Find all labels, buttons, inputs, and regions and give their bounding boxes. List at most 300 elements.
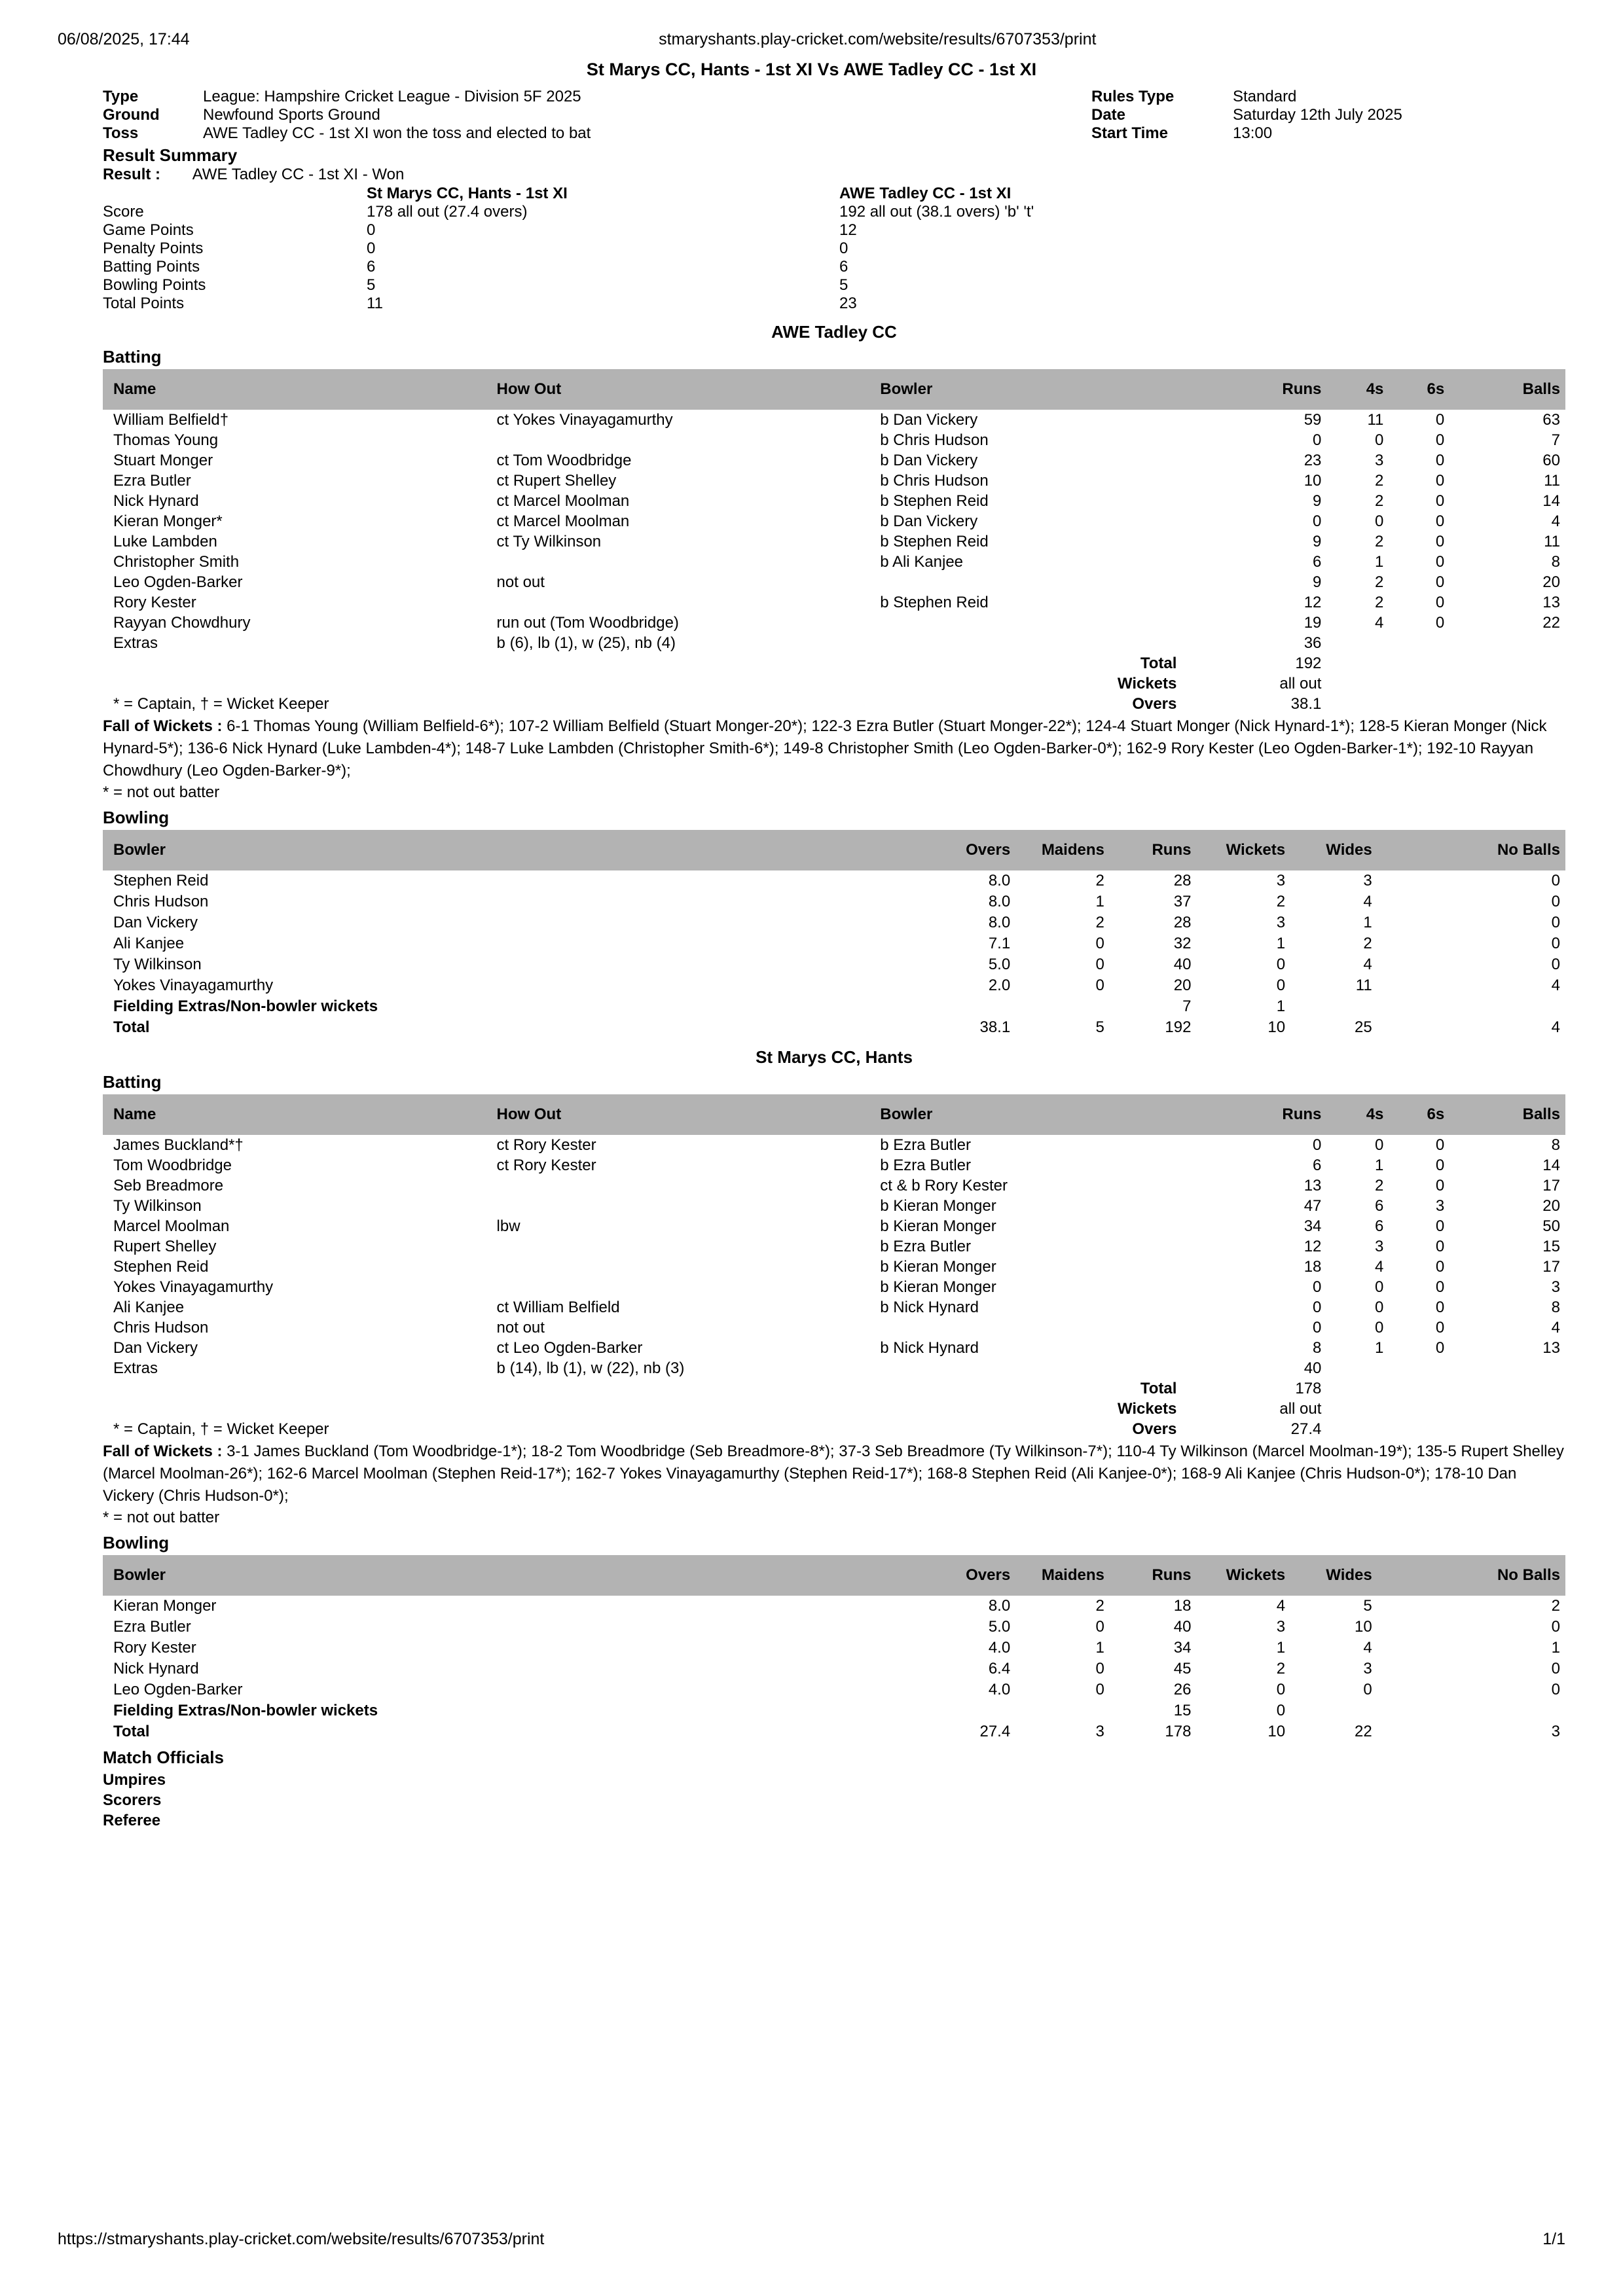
- cell-runs: 47: [1304, 1197, 1322, 1215]
- col-header-4s: 4s: [1321, 369, 1383, 410]
- total-maidens: 5: [1095, 1018, 1104, 1036]
- total-label: Total: [1140, 655, 1177, 672]
- total-overs: 38.1: [979, 1018, 1011, 1036]
- batting-row: [103, 592, 1565, 613]
- col-header-overs: Overs: [721, 830, 1010, 870]
- spacer-cell: [1444, 673, 1565, 694]
- cell-maidens: 2: [1095, 1597, 1104, 1615]
- cell-balls: 8: [1551, 553, 1560, 571]
- cell-how-out: [497, 552, 881, 572]
- result-summary-table: [103, 185, 1565, 313]
- game-points-label: Game Points: [103, 221, 194, 239]
- umpires-label: Umpires: [103, 1771, 166, 1789]
- batting-row: [103, 1175, 1565, 1196]
- cell-how-out: [497, 1196, 881, 1216]
- cell-wickets: 4: [1276, 1597, 1286, 1615]
- cell-6s: 0: [1435, 1258, 1445, 1276]
- cell-4s: 0: [1375, 1319, 1384, 1336]
- team1-total-points: 11: [367, 295, 383, 312]
- cell-4s: 2: [1375, 472, 1384, 490]
- cell-bowler: [880, 633, 1176, 653]
- team1-header: St Marys CC, Hants - 1st XI: [367, 185, 568, 202]
- cell-batter-name: Rayyan Chowdhury: [113, 614, 251, 632]
- cell-batter-name: Kieran Monger*: [113, 512, 223, 530]
- cell-bowler: b Ezra Butler: [880, 1157, 971, 1174]
- bowling-total-label: Total: [113, 1723, 150, 1740]
- cell-how-out: ct Rupert Shelley: [496, 472, 617, 490]
- batting-row: [103, 1257, 1565, 1277]
- col-header-bowler: Bowler: [103, 1555, 721, 1596]
- spacer-cell: [1372, 1700, 1565, 1721]
- cell-wickets: 2: [1276, 1660, 1286, 1677]
- match-info: [103, 88, 1565, 143]
- cell-bowler: b Nick Hynard: [880, 1339, 979, 1357]
- cell-runs: 19: [1304, 614, 1322, 632]
- batting-row: [103, 1318, 1565, 1338]
- cell-6s: 0: [1435, 1299, 1445, 1316]
- print-datetime: 06/08/2025, 17:44: [58, 30, 190, 48]
- cell-no-balls: 0: [1551, 956, 1560, 973]
- cell-overs: 8.0: [988, 1597, 1011, 1615]
- toss-label: Toss: [103, 124, 139, 142]
- date-value: Saturday 12th July 2025: [1233, 106, 1402, 124]
- cell-balls: 7: [1551, 431, 1560, 449]
- cell-6s: 0: [1435, 452, 1445, 469]
- cell-runs: 0: [1313, 512, 1322, 530]
- cell-batter-name: Thomas Young: [113, 431, 219, 449]
- cell-4s: 4: [1375, 614, 1384, 632]
- bowling-row: [103, 891, 1565, 912]
- innings2-bowling-rows: [103, 1596, 1565, 1700]
- bowling-points-label: Bowling Points: [103, 276, 206, 294]
- spacer-cell: [103, 185, 367, 203]
- bowling-row: [103, 1679, 1565, 1700]
- innings1-batting-rows: [103, 410, 1565, 653]
- cell-4s: 0: [1375, 1136, 1384, 1154]
- col-header-4s: 4s: [1321, 1094, 1383, 1135]
- cell-how-out: [497, 592, 881, 613]
- spacer-cell: [1285, 996, 1372, 1017]
- header-row: [103, 369, 1565, 410]
- innings2-bowling-heading: Bowling: [103, 1533, 170, 1552]
- cell-bowler: b Kieran Monger: [880, 1258, 996, 1276]
- cell-runs: 59: [1304, 411, 1322, 429]
- cell-balls: 11: [1544, 533, 1560, 550]
- start-time-label: Start Time: [1091, 124, 1168, 142]
- innings1-bowling-heading: Bowling: [103, 808, 170, 827]
- spacer-cell: [1383, 1419, 1444, 1439]
- cell-bowler: b Kieran Monger: [880, 1217, 996, 1235]
- spacer-cell: [1010, 996, 1104, 1017]
- cell-maidens: 0: [1095, 1660, 1104, 1677]
- cell-bowler: b Ezra Butler: [880, 1238, 971, 1255]
- overs-label: Overs: [1132, 1420, 1177, 1438]
- cell-bowler-name: Ezra Butler: [113, 1618, 191, 1636]
- innings1-batting-summary: [103, 653, 1565, 714]
- penalty-points-label: Penalty Points: [103, 240, 204, 257]
- cell-runs: 9: [1313, 573, 1322, 591]
- cell-balls: 20: [1542, 573, 1560, 591]
- rules-type-value: Standard: [1233, 88, 1297, 105]
- browser-print-footer: [58, 2230, 1565, 2249]
- col-header-bowler: Bowler: [880, 1094, 1176, 1135]
- total-overs: 27.4: [979, 1723, 1011, 1740]
- total-runs: 178: [1165, 1723, 1192, 1740]
- cell-bowler: b Nick Hynard: [880, 1299, 979, 1316]
- ground-label: Ground: [103, 106, 160, 124]
- cell-4s: 0: [1375, 1278, 1384, 1296]
- team1-penalty-points: 0: [367, 240, 376, 257]
- cell-overs: 8.0: [988, 893, 1011, 910]
- cell-runs: 9: [1313, 533, 1322, 550]
- cell-wickets: 1: [1276, 935, 1286, 952]
- cell-batter-name: Christopher Smith: [113, 553, 240, 571]
- col-header-balls: Balls: [1444, 1094, 1565, 1135]
- cell-runs: 6: [1313, 1157, 1322, 1174]
- cell-batter-name: William Belfield†: [113, 411, 229, 429]
- total-value: 192: [1295, 655, 1322, 672]
- cell-4s: 11: [1367, 411, 1384, 429]
- bowling-row: [103, 870, 1565, 891]
- cell-runs: 28: [1173, 872, 1192, 889]
- cell-overs: 5.0: [988, 956, 1011, 973]
- footer-page-number: 1/1: [1542, 2230, 1565, 2248]
- cell-how-out: not out: [496, 573, 545, 591]
- match-officials-heading: Match Officials: [103, 1748, 224, 1767]
- innings1-batting-table: [103, 369, 1565, 714]
- cell-balls: 3: [1551, 1278, 1560, 1296]
- fall-of-wickets-text: 3-1 James Buckland (Tom Woodbridge-1*); 18-2 Tom Woodbridge (Seb Breadmore-8*); 37-3 Seb Breadmore (Ty Wilkinson-7*); 110-4 Ty Wilkinson (Marcel Moolman-19*); 135-5 Rupert Shelley (Marcel Moolman-26*); 162-6 Marcel Moolman (Stephen Reid-17*); 162-7 Yokes Vinayagamurthy (Stephen Reid-17*); 168-8 Stephen Reid (Ali Kanjee-0*); 168-9 Ali Kanjee (Chris Hudson-0*); 178-10 Dan Vickery (Chris Hudson-0*);: [103, 1443, 1564, 1505]
- total-wides: 22: [1355, 1723, 1372, 1740]
- cell-bowler: b Chris Hudson: [880, 472, 989, 490]
- result-value: AWE Tadley CC - 1st XI - Won: [192, 166, 405, 183]
- innings2-not-out-note: * = not out batter: [103, 1509, 220, 1526]
- cell-maidens: 0: [1095, 1618, 1104, 1636]
- wickets-row: [103, 673, 1565, 694]
- col-header-6s: 6s: [1383, 369, 1444, 410]
- bowling-total-row: [103, 1721, 1565, 1742]
- batting-row: [103, 1155, 1565, 1175]
- cell-how-out: not out: [496, 1319, 545, 1336]
- total-maidens: 3: [1095, 1723, 1104, 1740]
- cell-bowler-name: Yokes Vinayagamurthy: [113, 977, 274, 994]
- cell-runs: 13: [1304, 1177, 1322, 1194]
- date-label: Date: [1091, 106, 1126, 124]
- batting-row: [103, 1297, 1565, 1318]
- cell-6s: 0: [1435, 431, 1445, 449]
- col-header-how-out: How Out: [497, 369, 881, 410]
- batting-row: [103, 552, 1565, 572]
- team2-penalty-points: 0: [839, 240, 848, 257]
- cell-bowler: b Dan Vickery: [880, 452, 978, 469]
- cell-wickets: 1: [1276, 1639, 1286, 1657]
- cell-how-out: ct Marcel Moolman: [496, 512, 630, 530]
- total-runs: 192: [1165, 1018, 1192, 1036]
- cell-no-balls: 0: [1551, 914, 1560, 931]
- cell-6s: 0: [1435, 492, 1445, 510]
- cell-batter-name: Extras: [113, 1359, 158, 1377]
- spacer-cell: [1383, 694, 1444, 714]
- cell-4s: 2: [1375, 1177, 1384, 1194]
- cell-balls: 4: [1551, 1319, 1560, 1336]
- cell-4s: 1: [1375, 553, 1384, 571]
- spacer-cell: [721, 1700, 1010, 1721]
- cell-bowler: b Kieran Monger: [880, 1197, 996, 1215]
- captain-note: * = Captain, † = Wicket Keeper: [113, 1420, 329, 1438]
- total-wickets: 10: [1267, 1018, 1286, 1036]
- result-line: [103, 165, 1565, 185]
- cell-wides: 2: [1363, 935, 1372, 952]
- col-header-balls: Balls: [1444, 369, 1565, 410]
- innings2-batting-rows: [103, 1135, 1565, 1378]
- cell-wickets: 0: [1276, 956, 1286, 973]
- cell-4s: 1: [1375, 1339, 1384, 1357]
- innings2-batting-table: [103, 1094, 1565, 1439]
- cell-overs: 4.0: [988, 1639, 1011, 1657]
- batting-row: [103, 1236, 1565, 1257]
- wickets-row: [103, 1399, 1565, 1419]
- cell-how-out: ct Yokes Vinayagamurthy: [496, 411, 673, 429]
- print-source-url: stmaryshants.play-cricket.com/website/results/6707353/print: [659, 30, 1097, 48]
- header-row: [103, 830, 1565, 870]
- cell-wides: 4: [1363, 956, 1372, 973]
- innings1-bowling-summary: [103, 996, 1565, 1038]
- report-content: [103, 88, 1565, 1831]
- total-row: [103, 1378, 1565, 1399]
- cell-runs: 0: [1313, 1299, 1322, 1316]
- cell-bowler-name: Ali Kanjee: [113, 935, 185, 952]
- cell-balls: 17: [1542, 1177, 1560, 1194]
- cell-runs: 6: [1313, 553, 1322, 571]
- total-row: [103, 653, 1565, 673]
- cell-batter-name: Ali Kanjee: [113, 1299, 185, 1316]
- innings1-bowling-table: [103, 830, 1565, 1038]
- overs-row: [103, 694, 1565, 714]
- cell-balls: 8: [1551, 1136, 1560, 1154]
- cell-4s: 6: [1375, 1217, 1384, 1235]
- col-header-name: Name: [103, 369, 497, 410]
- fall-of-wickets-text: 6-1 Thomas Young (William Belfield-6*); 107-2 William Belfield (Stuart Monger-20*); 122-3 Ezra Butler (Stuart Monger-22*); 124-4 Stuart Monger (Nick Hynard-1*); 128-5 Kieran Monger (Nick Hynard-5*); 136-6 Nick Hynard (Luke Lambden-4*); 148-7 Luke Lambden (Christopher Smith-6*); 149-8 Christopher Smith (Leo Ogden-Barker-0*); 162-9 Rory Kester (Leo Ogden-Barker-1*); 192-10 Rayyan Chowdhury (Leo Ogden-Barker-9*);: [103, 717, 1547, 780]
- team1-batting-points: 6: [367, 258, 376, 276]
- cell-bowler: [880, 613, 1176, 633]
- cell-bowler-name: Dan Vickery: [113, 914, 198, 931]
- captain-note: * = Captain, † = Wicket Keeper: [113, 695, 329, 713]
- cell-balls: 14: [1542, 1157, 1560, 1174]
- cell-how-out: ct William Belfield: [496, 1299, 620, 1316]
- cell-balls: 14: [1542, 492, 1560, 510]
- bowling-row: [103, 954, 1565, 975]
- start-time-value: 13:00: [1233, 124, 1273, 142]
- col-header-runs: Runs: [1176, 1094, 1321, 1135]
- innings1-fall-of-wickets: [103, 715, 1565, 782]
- fielding-extras-row: [103, 1700, 1565, 1721]
- cell-bowler: b Dan Vickery: [880, 411, 978, 429]
- cell-how-out: ct Tom Woodbridge: [496, 452, 632, 469]
- cell-balls: 63: [1542, 411, 1560, 429]
- cell-bowler: b Chris Hudson: [880, 431, 989, 449]
- spacer-cell: [1383, 673, 1444, 694]
- cell-6s: 0: [1435, 472, 1445, 490]
- cell-bowler: [880, 1318, 1176, 1338]
- col-header-no-balls: No Balls: [1372, 830, 1565, 870]
- batting-row: [103, 430, 1565, 450]
- spacer-cell: [1321, 1378, 1383, 1399]
- total-no-balls: 4: [1551, 1018, 1560, 1036]
- cell-runs: 12: [1304, 1238, 1322, 1255]
- cell-no-balls: 1: [1551, 1639, 1560, 1657]
- batting-row: [103, 531, 1565, 552]
- cell-bowler: b Stephen Reid: [880, 533, 989, 550]
- innings1-bowling-rows: [103, 870, 1565, 996]
- innings2-fall-of-wickets: [103, 1441, 1565, 1507]
- total-points-label: Total Points: [103, 295, 185, 312]
- cell-batter-name: Seb Breadmore: [113, 1177, 224, 1194]
- cell-bowler: b Stephen Reid: [880, 594, 989, 611]
- col-header-bowler: Bowler: [103, 830, 721, 870]
- spacer-cell: [1444, 694, 1565, 714]
- cell-batter-name: Stuart Monger: [113, 452, 213, 469]
- cell-runs: 20: [1173, 977, 1192, 994]
- bowling-row: [103, 1638, 1565, 1659]
- cell-maidens: 2: [1095, 914, 1104, 931]
- team2-total-points: 23: [839, 295, 857, 312]
- cell-runs: 40: [1304, 1359, 1322, 1377]
- cell-6s: 0: [1435, 594, 1445, 611]
- cell-runs: 0: [1313, 431, 1322, 449]
- footer-url: https://stmaryshants.play-cricket.com/website/results/6707353/print: [58, 2230, 545, 2248]
- batting-row: [103, 572, 1565, 592]
- cell-how-out: [497, 1277, 881, 1297]
- cell-overs: 7.1: [988, 935, 1011, 952]
- batting-row: [103, 1216, 1565, 1236]
- spacer-cell: [1372, 996, 1565, 1017]
- cell-wides: 10: [1355, 1618, 1372, 1636]
- cell-no-balls: 4: [1551, 977, 1560, 994]
- cell-how-out: ct Ty Wilkinson: [496, 533, 602, 550]
- spacer-cell: [1444, 1399, 1565, 1419]
- col-header-runs: Runs: [1104, 1555, 1192, 1596]
- overs-value: 38.1: [1290, 695, 1322, 713]
- cell-bowler: ct & b Rory Kester: [880, 1177, 1008, 1194]
- cell-runs: 36: [1304, 634, 1322, 652]
- col-header-overs: Overs: [721, 1555, 1010, 1596]
- cell-balls: 13: [1542, 1339, 1560, 1357]
- batting-row: [103, 1358, 1565, 1378]
- spacer-cell: [1321, 694, 1383, 714]
- cell-runs: 9: [1313, 492, 1322, 510]
- cell-runs: 0: [1313, 1136, 1322, 1154]
- col-header-maidens: Maidens: [1010, 1555, 1104, 1596]
- total-wickets: 10: [1267, 1723, 1286, 1740]
- cell-maidens: 0: [1095, 977, 1104, 994]
- cell-balls: 20: [1542, 1197, 1560, 1215]
- cell-batter-name: Ezra Butler: [113, 472, 191, 490]
- score-label: Score: [103, 203, 144, 221]
- innings2-bowling-summary: [103, 1700, 1565, 1742]
- col-header-bowler: Bowler: [880, 369, 1176, 410]
- team2-batting-points: 6: [839, 258, 848, 276]
- spacer-cell: [1321, 1399, 1383, 1419]
- cell-4s: 0: [1375, 1299, 1384, 1316]
- cell-4s: 0: [1375, 431, 1384, 449]
- cell-overs: 5.0: [988, 1618, 1011, 1636]
- team2-score: 192 all out (38.1 overs) 'b' 't': [839, 203, 1034, 221]
- cell-4s: 0: [1375, 512, 1384, 530]
- col-header-no-balls: No Balls: [1372, 1555, 1565, 1596]
- cell-maidens: 1: [1095, 1639, 1104, 1657]
- cell-balls: 50: [1542, 1217, 1560, 1235]
- result-summary-heading: Result Summary: [103, 145, 238, 165]
- col-header-wickets: Wickets: [1191, 1555, 1285, 1596]
- batting-row: [103, 491, 1565, 511]
- cell-6s: 0: [1435, 573, 1445, 591]
- batting-row: [103, 511, 1565, 531]
- cell-6s: 0: [1435, 1157, 1445, 1174]
- cell-how-out: b (6), lb (1), w (25), nb (4): [496, 634, 676, 652]
- cell-overs: 8.0: [988, 872, 1011, 889]
- col-header-6s: 6s: [1383, 1094, 1444, 1135]
- cell-batter-name: Rory Kester: [113, 594, 196, 611]
- cell-4s: 2: [1375, 492, 1384, 510]
- header-row: [103, 1555, 1565, 1596]
- cell-4s: 4: [1375, 1258, 1384, 1276]
- fielding-extras-wickets: 1: [1276, 997, 1286, 1015]
- rules-type-label: Rules Type: [1091, 88, 1175, 105]
- cell-runs: 12: [1304, 594, 1322, 611]
- fielding-extras-wickets: 0: [1276, 1702, 1286, 1719]
- team2-game-points: 12: [839, 221, 857, 239]
- cell-batter-name: Rupert Shelley: [113, 1238, 217, 1255]
- col-header-runs: Runs: [1104, 830, 1192, 870]
- wickets-value: all out: [1279, 675, 1322, 692]
- scorers-label: Scorers: [103, 1791, 162, 1809]
- cell-wickets: 3: [1276, 872, 1286, 889]
- overs-value: 27.4: [1290, 1420, 1322, 1438]
- cell-6s: 0: [1435, 1217, 1445, 1235]
- cell-4s: 2: [1375, 533, 1384, 550]
- cell-balls: 13: [1542, 594, 1560, 611]
- bowling-row: [103, 975, 1565, 996]
- batting-points-label: Batting Points: [103, 258, 200, 276]
- header-row: [103, 1094, 1565, 1135]
- wickets-label: Wickets: [1117, 1400, 1177, 1418]
- col-header-wides: Wides: [1285, 1555, 1372, 1596]
- cell-wides: 3: [1363, 872, 1372, 889]
- bowling-row: [103, 1617, 1565, 1638]
- total-wides: 25: [1355, 1018, 1372, 1036]
- cell-balls: 4: [1551, 512, 1560, 530]
- cell-wides: 11: [1355, 977, 1372, 994]
- cell-maidens: 0: [1095, 1681, 1104, 1698]
- cell-6s: 0: [1435, 1177, 1445, 1194]
- cell-batter-name: Tom Woodbridge: [113, 1157, 232, 1174]
- batting-row: [103, 1277, 1565, 1297]
- cell-maidens: 2: [1095, 872, 1104, 889]
- cell-runs: 26: [1173, 1681, 1192, 1698]
- innings2-bowling-header: [103, 1555, 1565, 1596]
- cell-no-balls: 0: [1551, 1681, 1560, 1698]
- cell-4s: 2: [1375, 573, 1384, 591]
- spacer-cell: [1010, 1700, 1104, 1721]
- overs-row: [103, 1419, 1565, 1439]
- browser-print-header: [58, 29, 1565, 49]
- cell-bowler: b Ali Kanjee: [880, 553, 964, 571]
- cell-balls: 11: [1544, 472, 1560, 490]
- fielding-extras-runs: 7: [1182, 997, 1192, 1015]
- cell-batter-name: Ty Wilkinson: [113, 1197, 202, 1215]
- cell-bowler-name: Rory Kester: [113, 1639, 196, 1657]
- col-header-name: Name: [103, 1094, 497, 1135]
